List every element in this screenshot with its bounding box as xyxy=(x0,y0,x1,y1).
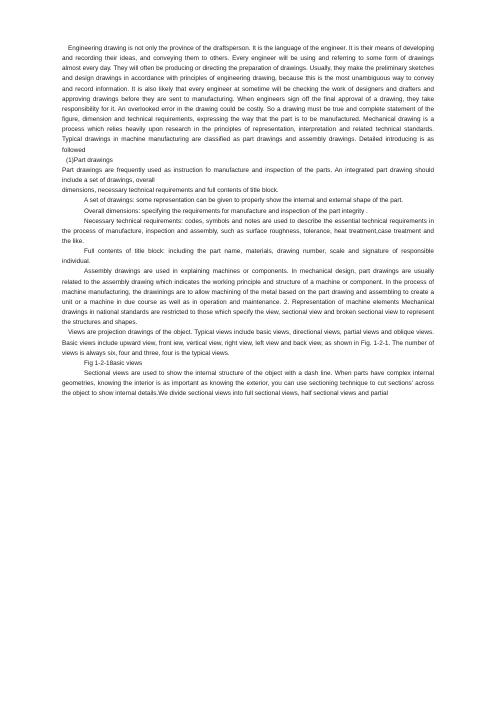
intro-paragraph: Engineering drawing is not only the province of the draftsperson. It is the language of the engineer. It is their means of developing and recording their ideas, and conveying them to others. Every engineer will be using and referring to some form of drawings almost every day. They will often be producing or directing the preparation of drawings. Usually, they make the preliminary sketches and design drawings in accordance with principles of engineering drawing, because this is the most unambiguous way to convey and record information. It is also likely that every engineer at sometime will be checking the work of designers and drafters and approving drawings before they are sent to manufacturing. When engineers sign off the final approval of a drawing, they take responsibility for it. An overlooked error in the drawing could be costly. So a drawing must be true and complete statement of the figure, dimension and technical requirements, expressing the way that the part is to be manufactured. Mechanical drawing is a process which relies heavily upon research in the principles of representation, interpretation and related technical standards. Typical drawings in machine manufacturing are classified as part drawings and assembly drawings. Detailed introducing is as followed xyxy=(62,45,434,154)
sectional-views-paragraph: Sectional views are used to show the internal structure of the object with a dash line. When parts have complex internal geometries, knowing the interior is as important as knowing the exterior, you can use sectioning technique to cut sections' across the object to show internal details.We divide sectional views into full sectional views, half sectional views and partial xyxy=(62,370,434,398)
part-drawings-continuation: dimensions, necessary technical requirements and full contents of title block. xyxy=(62,187,279,195)
part-drawings-paragraph: Part drawings are frequently used as instruction fo manufacture and inspection of the parts. An integrated part drawing should include a set of drawings, overall xyxy=(62,166,434,185)
assembly-drawings-paragraph: Assembly drawings are used in explaining machines or components. In mechanical design, part drawings are usually related to the assembly drawing which indicates the working principle and structure of a machine or component. In the process of machine manufacturing, the drawinings are to allow machining of the metal based on the part drawing and assembling to create a unit or a machine in due course as well as in operation and maintenance. 2. Representation of machine elements Mechanical drawings in national standards are restricted to those which specify the view, sectional view and broken sectional view to represent the structures and shapes. xyxy=(62,268,434,327)
set-of-drawings-paragraph: A set of drawings: some representation can be given to properly show the internal and external shape of the part. xyxy=(84,197,404,205)
document-page xyxy=(62,44,434,399)
views-paragraph: Views are projection drawings of the object. Typical views include basic views, directional views, partial views and oblique views. Basic views include upward view, front iew, vertical view, right view, left view and back view, as shown in Fig. 1-2-1. The number of views is always six, four and three, four is the typical views. xyxy=(62,329,434,357)
overall-dimensions-paragraph: Overall dimensions: specifying the requirements for manufacture and inspection of the part integrity . xyxy=(84,207,368,215)
figure-caption: Fig 1-2-18asic views xyxy=(84,359,143,367)
title-block-paragraph: Full contents of title block: including the part name, materials, drawing number, scale and signature of responsible individual. xyxy=(62,248,434,266)
section-heading-part-drawings: (1)Part drawings xyxy=(66,156,113,164)
technical-requirements-paragraph: Necessary technical requirements: codes, symbols and notes are used to describe the essential technical requirements in the process of manufacture, inspection and assembly, such as surface roughness, tolerance, heat treatment,case treatment and the like. xyxy=(62,217,434,245)
